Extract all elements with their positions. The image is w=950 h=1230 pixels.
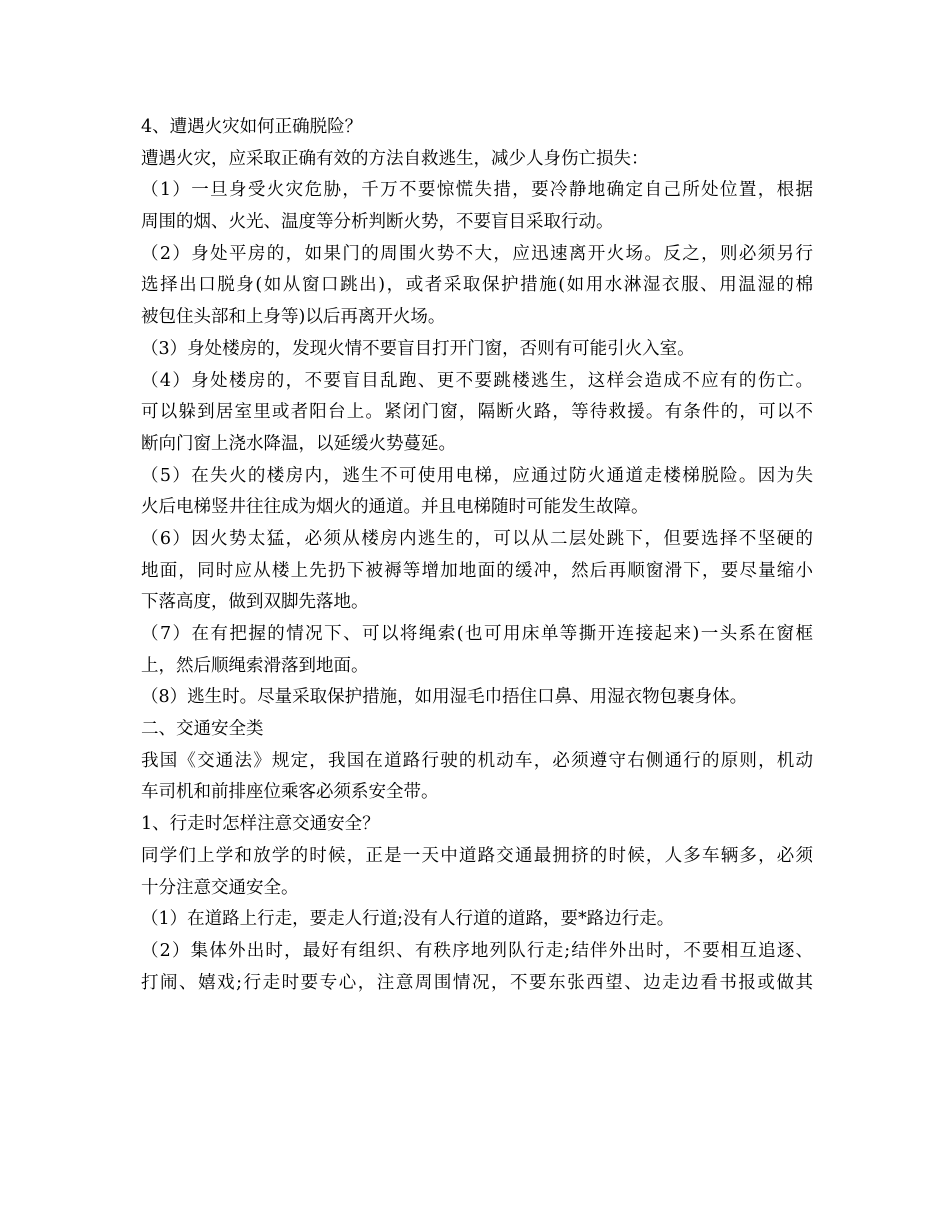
text-line: 同学们上学和放学的时候，正是一天中道路交通最拥挤的时候，人多车辆多，必须 — [141, 845, 813, 866]
text-line: 断向门窗上浇水降温，以延缓火势蔓延。 — [141, 433, 456, 454]
text-line: 车司机和前排座位乘客必须系安全带。 — [141, 782, 439, 803]
text-line: 上，然后顺绳索滑落到地面。 — [141, 655, 369, 676]
text-line: 打闹、嬉戏;行走时要专心，注意周围情况，不要东张西望、边走边看书报或做其 — [141, 972, 813, 993]
text-line: （7）在有把握的情况下、可以将绳索(也可用床单等撕开连接起来)一头系在窗框 — [141, 624, 813, 644]
text-line: （2）身处平房的，如果门的周围火势不大，应迅速离开火场。反之，则必须另行 — [141, 243, 813, 264]
text-line: 十分注意交通安全。 — [141, 877, 299, 898]
text-line: （5）在失火的楼房内，逃生不可使用电梯，应通过防火通道走楼梯脱险。因为失 — [141, 465, 813, 486]
text-line: （1）在道路上行走，要走人行道;没有人行道的道路，要*路边行走。 — [141, 909, 675, 930]
text-line: （1）一旦身受火灾危胁，千万不要惊慌失措，要冷静地确定自己所处位置，根据 — [141, 180, 813, 201]
text-line: 下落高度，做到双脚先落地。 — [141, 592, 369, 613]
text-line: 火后电梯竖井往往成为烟火的通道。并且电梯随时可能发生故障。 — [141, 497, 649, 518]
text-line: 我国《交通法》规定，我国在道路行驶的机动车，必须遵守右侧通行的原则，机动 — [141, 750, 813, 771]
text-line: 遭遇火灾，应采取正确有效的方法自救逃生，减少人身伤亡损失： — [141, 148, 649, 169]
text-line: （2）集体外出时，最好有组织、有秩序地列队行走;结伴外出时，不要相互追逐、 — [141, 940, 813, 961]
text-line: 地面，同时应从楼上先扔下被褥等增加地面的缓冲，然后再顺窗滑下，要尽量缩小 — [141, 560, 813, 581]
text-line: 1、行走时怎样注意交通安全？ — [141, 814, 380, 835]
text-line: 周围的烟、火光、温度等分析判断火势，不要盲目采取行动。 — [141, 212, 614, 233]
text-line: 选择出口脱身(如从窗口跳出)，或者采取保护措施(如用水淋湿衣服、用温湿的棉 — [141, 275, 813, 296]
text-line: 4、遭遇火灾如何正确脱险？ — [141, 117, 363, 137]
text-line: （3）身处楼房的，发现火情不要盲目打开门窗，否则有可能引火入室。 — [141, 338, 695, 359]
text-line: （6）因火势太猛，必须从楼房内逃生的，可以从二层处跳下，但要选择不坚硬的 — [141, 528, 813, 549]
text-line: （8）逃生时。尽量采取保护措施，如用湿毛巾捂住口鼻、用湿衣物包裹身体。 — [141, 687, 748, 708]
document-page — [141, 112, 813, 999]
text-line: 可以躲到居室里或者阳台上。紧闭门窗，隔断火路，等待救援。有条件的，可以不 — [141, 402, 813, 423]
text-line: 被包住头部和上身等)以后再离开火场。 — [141, 307, 446, 328]
text-line: （4）身处楼房的，不要盲目乱跑、更不要跳楼逃生，这样会造成不应有的伤亡。 — [141, 370, 813, 391]
text-line: 二、交通安全类 — [141, 719, 264, 740]
